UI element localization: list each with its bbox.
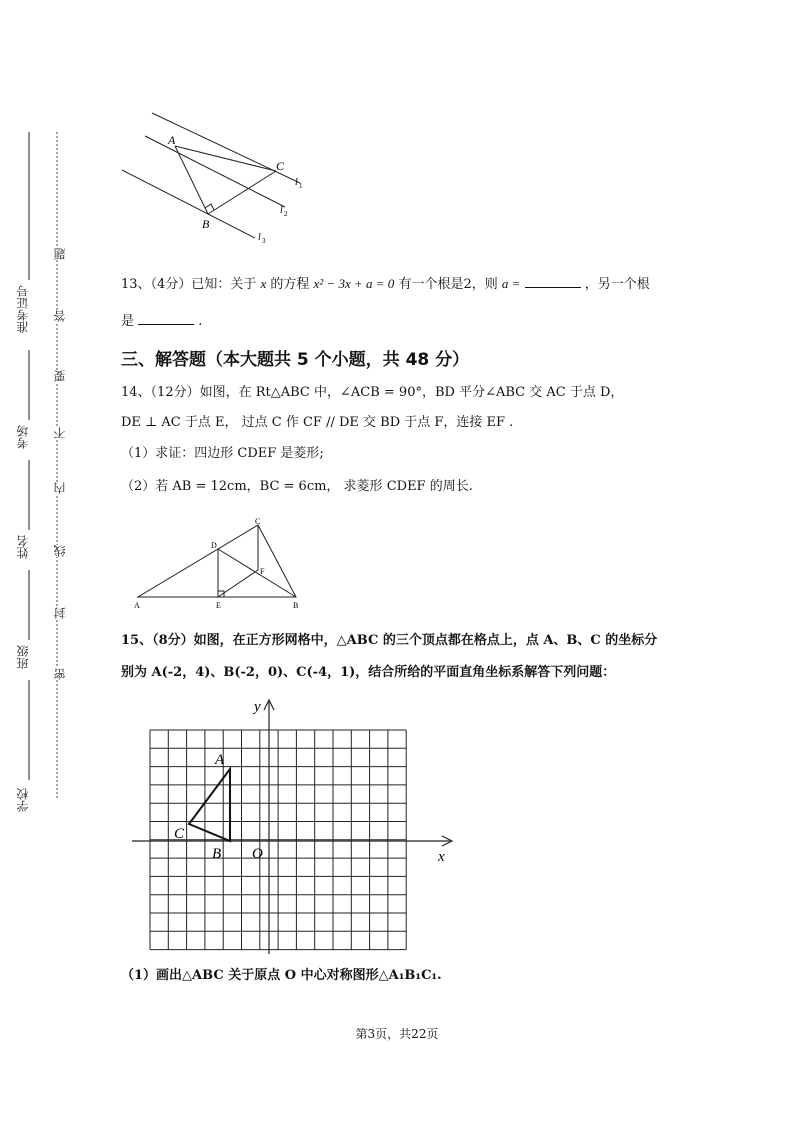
q13-equation: x² − 3x + a = 0 [313,276,395,291]
parallel-lines-figure [110,108,320,248]
q13-x: x [260,276,267,291]
q15-part1: （1）画出△ABC 关于原点 O 中心对称图形△A₁B₁C₁. [121,968,442,983]
seal-char: 答 [53,310,67,322]
label-c: C [174,826,185,842]
margin-label-class: 班级 [16,645,30,669]
margin-lines [0,120,80,820]
seal-char: 要 [53,370,67,382]
q13-prefix: 13、（4分）已知：关于 [121,277,257,292]
margin-label-exam-room: 考场 [16,425,30,449]
seal-char: 线 [53,545,67,557]
grid-lines [150,730,406,950]
label-x: x [438,849,445,865]
label-l1-sub: 1 [299,182,303,190]
seal-char: 封 [53,607,67,619]
margin-label-name: 姓名 [16,535,30,559]
q15-line1: 15、（8分）如图，在正方形网格中，△ABC 的三个顶点都在格点上，点 A、B、C 的坐标分 [121,633,658,648]
coordinate-grid-figure [124,696,460,958]
seal-char: 内 [53,482,67,494]
q13-after-eq: 有一个根是2，则 [398,277,498,292]
q13-a-eq: a = [501,276,521,291]
label-l2-sub: 2 [284,210,288,218]
line-l3 [122,170,255,238]
triangle-abc [189,769,230,841]
q13-after-blank: ，另一个根 [584,277,650,292]
q14-part1: （1）求证：四边形 CDEF 是菱形; [121,446,324,461]
label-l3: l [258,232,261,243]
q13-end: . [198,314,203,329]
seal-char: 题 [53,248,67,260]
question-13 [121,273,650,296]
label-c: C [276,159,285,173]
label-y: y [254,699,261,715]
seal-char: 不 [53,427,67,439]
triangle-abc [138,525,296,597]
label-a: A [215,752,225,768]
triangle-rhombus-figure [130,515,310,615]
q15-line2: 别为 A(-2，4)、B(-2，0)、C(-4，1)，结合所给的平面直角坐标系解答下列问题： [121,665,616,680]
seal-char: 密 [53,668,67,680]
page-footer: 第3页，共22页 [355,1027,439,1041]
q13-line2: 是 [121,314,135,329]
label-c: C [255,517,261,526]
section-3-title: 三、解答题（本大题共 5 个小题，共 48 分） [121,350,470,370]
q13-answer-blank-1[interactable] [525,273,581,288]
segment-bd [218,549,296,597]
q13-answer-blank-2[interactable] [138,310,194,325]
label-d: D [211,541,217,550]
q14-line2: DE ⊥ AC 于点 E， 过点 C 作 CF // DE 交 BD 于点 F，连接 EF . [121,415,514,430]
label-e: E [216,601,221,610]
q14-part2: （2）若 AB = 12cm，BC = 6cm， 求菱形 CDEF 的周长. [121,479,473,494]
label-l3-sub: 3 [262,237,266,245]
segment-ab [175,146,208,214]
q14-line1: 14、（12分）如图，在 Rt△ABC 中，∠ACB = 90°，BD 平分∠ABC 交 AC 于点 D， [121,385,624,400]
label-b: B [212,846,222,862]
label-b: B [202,217,210,231]
line-l2 [145,136,285,207]
label-a: A [168,133,176,147]
margin-binding [0,120,80,820]
segment-bc [208,171,276,214]
question-13-line2 [121,310,202,333]
label-o: O [252,846,263,862]
label-f: F [260,567,265,576]
label-a: A [134,601,140,610]
label-l2: l [280,205,283,216]
label-l1: l [295,177,298,188]
q13-mid: 的方程 [270,277,310,292]
right-angle-mark [205,204,214,210]
margin-label-admission-no: 准考证号 [16,285,30,333]
label-b: B [293,601,299,610]
margin-label-school: 学校 [16,788,30,812]
